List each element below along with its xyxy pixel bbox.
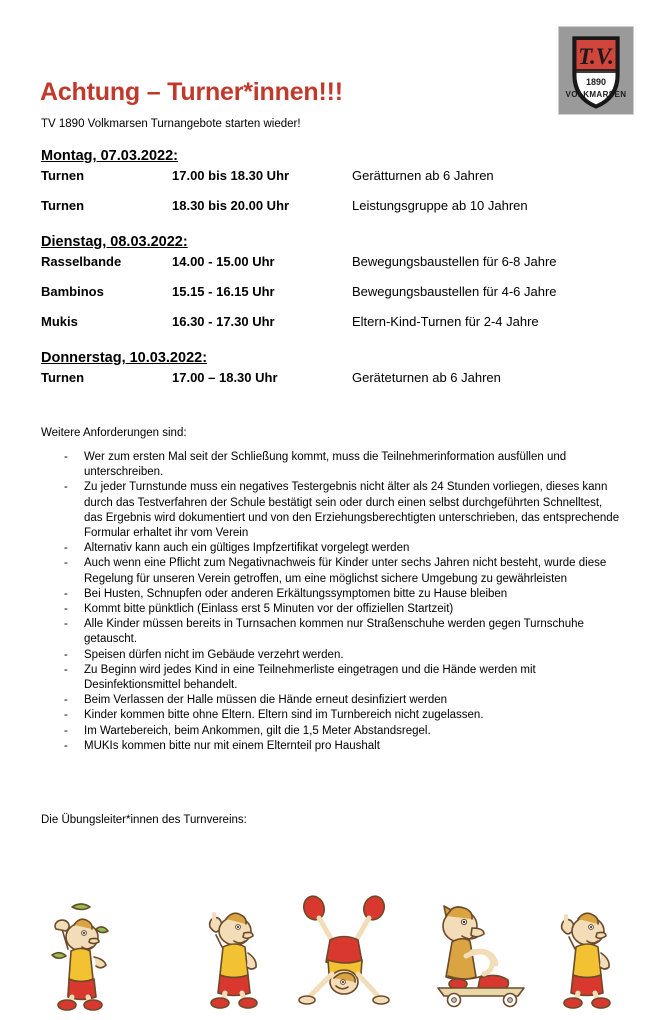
figure-thumbs-up-right: [538, 897, 638, 1012]
bullet-dash-icon: -: [64, 648, 68, 661]
requirement-item: [41, 617, 631, 647]
requirements-intro: Weitere Anforderungen sind:: [41, 427, 187, 439]
bullet-dash-icon: -: [64, 542, 68, 555]
page-subtitle: TV 1890 Volkmarsen Turnangebote starten wieder!: [41, 118, 301, 130]
svg-text:T.V.: T.V.: [578, 44, 614, 69]
requirement-item: [41, 693, 631, 708]
requirement-text: Bei Husten, Schnupfen oder anderen Erkältungssymptomen bitte zu Hause bleiben: [84, 587, 508, 600]
requirement-text: Beim Verlassen der Halle müssen die Hände erneut desinfiziert werden: [84, 694, 448, 707]
requirement-item: [41, 648, 631, 663]
bullet-dash-icon: -: [64, 451, 68, 463]
session-description: Gerätturnen ab 6 Jahren: [352, 168, 494, 183]
requirement-item: [41, 587, 631, 602]
figure-row: [0, 880, 663, 1020]
requirement-item: [41, 708, 631, 723]
day-heading: Montag, 07.03.2022:: [41, 148, 178, 164]
session-time: 14.00 - 15.00 Uhr: [172, 254, 275, 269]
closing-line: Die Übungsleiter*innen des Turnvereins:: [41, 814, 247, 826]
session-name: Turnen: [41, 198, 85, 213]
requirement-text: MUKIs kommen bitte nur mit einem Elternteil pro Haushalt: [84, 739, 380, 752]
bullet-dash-icon: -: [64, 709, 68, 722]
requirement-item: [41, 480, 631, 541]
bullet-dash-icon: -: [64, 603, 68, 616]
day-block: [41, 228, 631, 344]
bullet-dash-icon: -: [64, 618, 68, 631]
session-name: Mukis: [41, 314, 78, 329]
session-description: Eltern-Kind-Turnen für 2-4 Jahre: [352, 314, 539, 329]
session-time: 16.30 - 17.30 Uhr: [172, 314, 275, 329]
session-row: [41, 370, 631, 400]
requirement-text: Zu jeder Turnstunde muss ein negatives Testergebnis nicht älter als 24 Stunden vorliegen, dieses kann durch das Testverfahren der Schule bestätigt sein oder durch einen selbst durchgeführten Schnelltest, das Ergebnis wird dokumentiert und von den Erziehungsberechtigten unterschrieben, das entsprechende Formular erhaltet ihr vom Verein: [84, 481, 620, 540]
requirement-text: Wer zum ersten Mal seit der Schließung kommt, muss die Teilnehmerinformation ausfüllen und unterschreiben.: [84, 451, 567, 479]
day-block: [41, 344, 631, 400]
bullet-dash-icon: -: [64, 694, 68, 707]
session-description: Geräteturnen ab 6 Jahren: [352, 370, 501, 385]
requirements-list: [41, 450, 631, 754]
session-description: Bewegungsbaustellen für 4-6 Jahre: [352, 284, 557, 299]
requirement-item: [41, 541, 631, 556]
day-block: [41, 142, 631, 228]
svg-text:VOLKMARSEN: VOLKMARSEN: [565, 90, 627, 99]
session-description: Bewegungsbaustellen für 6-8 Jahre: [352, 254, 557, 269]
requirement-item: [41, 450, 631, 480]
page-title: Achtung – Turner*innen!!!: [40, 78, 343, 106]
session-time: 17.00 bis 18.30 Uhr: [172, 168, 290, 183]
session-time: 15.15 - 16.15 Uhr: [172, 284, 275, 299]
requirement-text: Alle Kinder müssen bereits in Turnsachen kommen nur Straßenschuhe werden gegen Turnschuhe getauscht.: [84, 618, 584, 646]
day-heading: Dienstag, 08.03.2022:: [41, 234, 188, 250]
requirement-text: Auch wenn eine Pflicht zum Negativnachweis für Kinder unter sechs Jahren nicht besteht, wurde diese Regelung für unseren Verein getroffen, um eine möglichst sichere Umgebung zu gewährleisten: [84, 557, 607, 585]
requirement-text: Im Wartebereich, beim Ankommen, gilt die 1,5 Meter Abstandsregel.: [84, 724, 431, 737]
session-row: [41, 168, 631, 198]
session-name: Turnen: [41, 168, 85, 183]
session-row: [41, 314, 631, 344]
session-description: Leistungsgruppe ab 10 Jahren: [352, 198, 528, 213]
svg-text:1890: 1890: [585, 77, 607, 87]
requirement-item: [41, 663, 631, 693]
session-row: [41, 254, 631, 284]
figure-thumbs-up-left: [180, 897, 280, 1012]
session-name: Turnen: [41, 370, 85, 385]
figure-handstand: [292, 894, 402, 1012]
bullet-dash-icon: -: [64, 557, 68, 570]
tv-volkmarsen-shield-icon: [559, 27, 633, 114]
requirement-text: Zu Beginn wird jedes Kind in eine Teilnehmerliste eingetragen und die Hände werden mit Desinfektionsmittel behandelt.: [84, 663, 536, 692]
requirement-item: [41, 602, 631, 617]
requirement-item: [41, 724, 631, 739]
session-row: [41, 284, 631, 314]
day-heading: Donnerstag, 10.03.2022:: [41, 350, 208, 366]
requirement-text: Speisen dürfen nicht im Gebäude verzehrt werden.: [84, 648, 344, 661]
requirement-text: Kinder kommen bitte ohne Eltern. Eltern sind im Turnbereich nicht zugelassen.: [84, 709, 484, 722]
session-name: Rasselbande: [41, 254, 122, 269]
bullet-dash-icon: -: [64, 739, 68, 752]
bullet-dash-icon: -: [64, 724, 68, 737]
requirement-item: [41, 556, 631, 586]
club-logo: [558, 26, 634, 115]
bullet-dash-icon: -: [64, 481, 68, 494]
figure-juggling-scarves: [38, 897, 148, 1012]
session-name: Bambinos: [41, 284, 104, 299]
figure-on-rollboard: [418, 894, 538, 1012]
session-time: 18.30 bis 20.00 Uhr: [172, 198, 290, 213]
requirement-item: [41, 739, 631, 754]
bullet-dash-icon: -: [64, 587, 68, 600]
session-time: 17.00 – 18.30 Uhr: [172, 370, 278, 385]
bullet-dash-icon: -: [64, 663, 68, 676]
schedule-table: [41, 142, 631, 400]
session-row: [41, 198, 631, 228]
requirement-text: Alternativ kann auch ein gültiges Impfzertifikat vorgelegt werden: [84, 542, 410, 555]
requirement-text: Kommt bitte pünktlich (Einlass erst 5 Minuten vor der offiziellen Startzeit): [84, 603, 454, 616]
